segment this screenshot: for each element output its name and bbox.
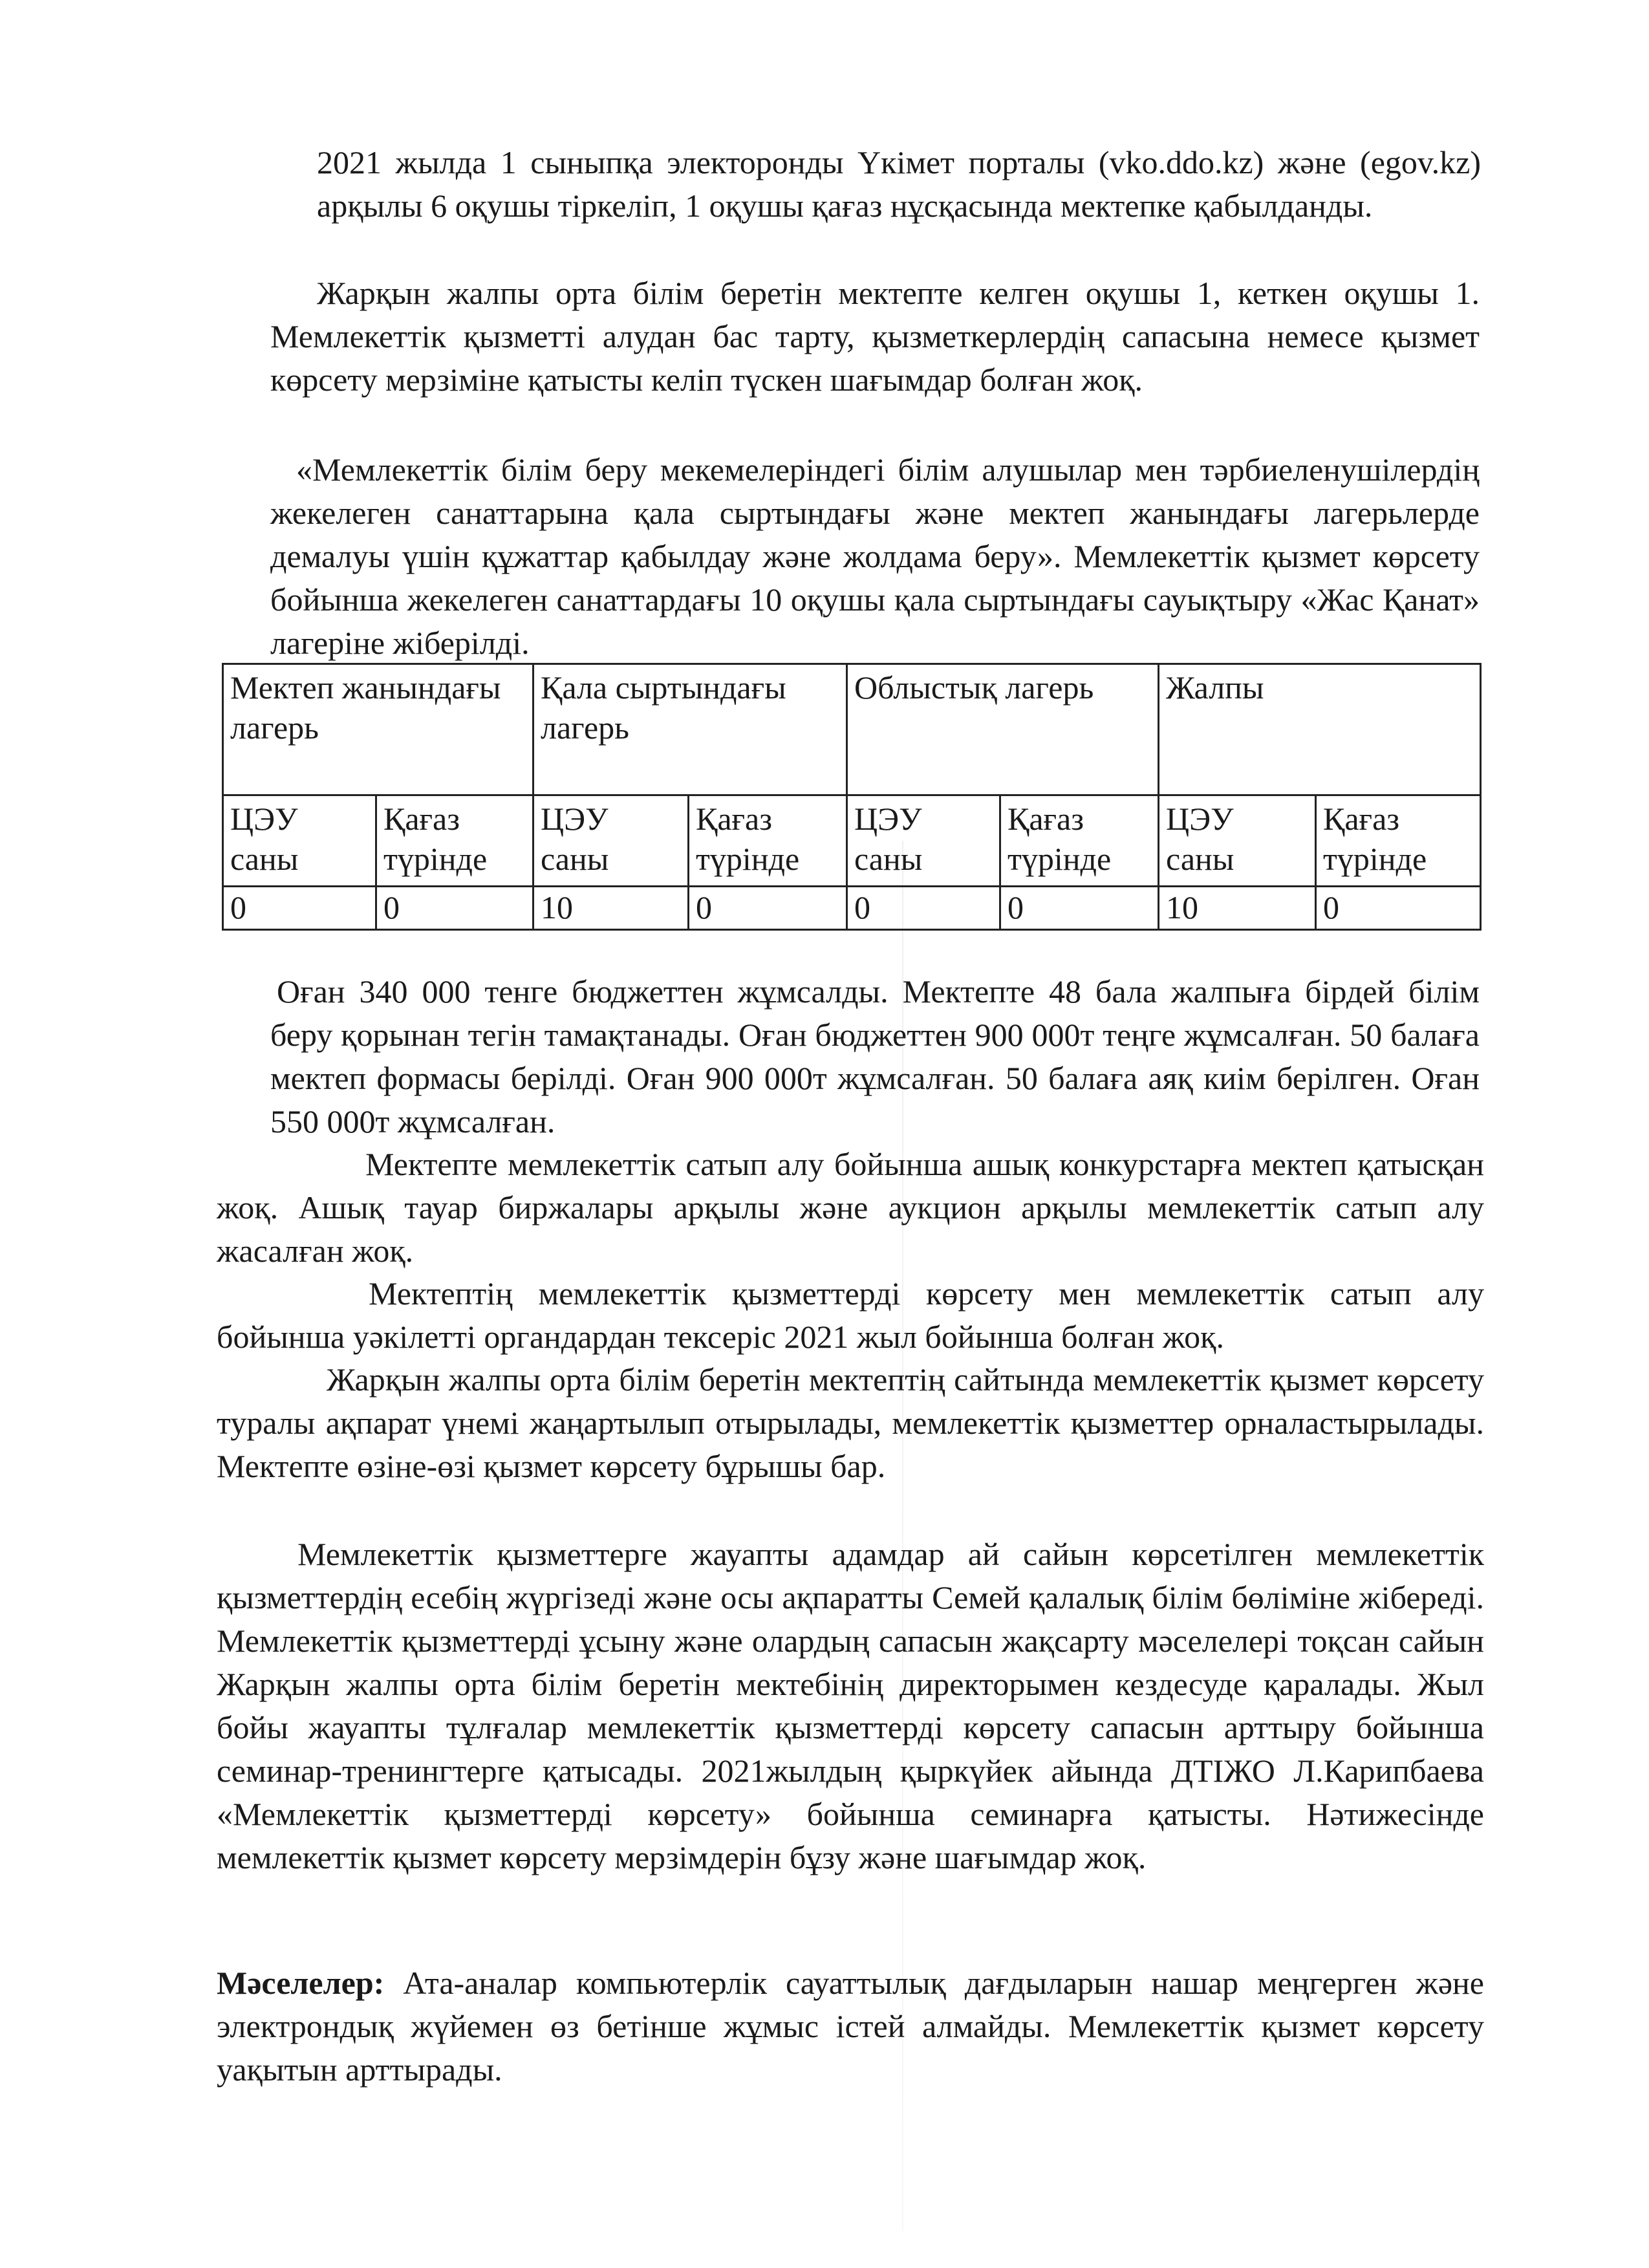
- table-cell: 0: [1316, 887, 1481, 930]
- table-subheader-cell: ЦЭУ саны: [847, 795, 1000, 887]
- camp-statistics-table: [222, 663, 1482, 931]
- problems-text: Ата-аналар компьютерлік сауаттылық дағдыларын нашар меңгерген және электрондық жүйемен өз бетінше жұмыс істей алмайды. Мемлекеттік қызмет көрсету уақытын арттырады.: [217, 1965, 1484, 2088]
- table-cell: 0: [847, 887, 1000, 930]
- table-header-row: [223, 664, 1481, 795]
- table-cell: 0: [376, 887, 534, 930]
- paragraph-students-movement: [270, 272, 1480, 402]
- paragraph-text: 2021 жылда 1 сыныпқа электоронды Үкімет порталы (vko.ddo.kz) және (egov.kz) арқылы 6 оқушы тіркеліп, 1 оқушы қағаз нұсқасында мектепке қабылданды.: [317, 144, 1481, 224]
- table-subheader-cell: ЦЭУ саны: [223, 795, 376, 887]
- table-subheader-cell: Қағаз түрінде: [689, 795, 847, 887]
- table-subheader-cell: Қағаз түрінде: [376, 795, 534, 887]
- table-row: [223, 887, 1481, 930]
- paragraph-text: Жарқын жалпы орта білім беретін мектепте келген оқушы 1, кеткен оқушы 1. Мемлекеттік қызметті алудан бас тарту, қызметкерлердің сапасына немесе қызмет көрсету мерзіміне қатысты келіп түскен шағымдар болған жоқ.: [270, 275, 1480, 398]
- table-subheader-cell: Қағаз түрінде: [1316, 795, 1481, 887]
- table-subheader-cell: ЦЭУ саны: [1159, 795, 1316, 887]
- table-cell: 0: [1000, 887, 1159, 930]
- table-group-header: Қала сыртындағы лагерь: [534, 664, 847, 795]
- paragraph-camp-service: [270, 448, 1480, 665]
- paragraph-procurement: [217, 1143, 1484, 1273]
- paragraph-text: Мектептің мемлекеттік қызметтерді көрсету мен мемлекеттік сатып алу бойынша уәкілетті органдардан тексеріс 2021 жыл бойынша болған жоқ.: [217, 1275, 1484, 1355]
- paragraph-text: Мемлекеттік қызметтерге жауапты адамдар ай сайын көрсетілген мемлекеттік қызметтердің есебің жүргізеді және осы ақпаратты Семей қалалық білім бөліміне жібереді. Мемлекеттік қызметтерді ұсыну және олардың сапасын жақсарту мәселелері тоқсан сайын Жарқын жалпы орта білім беретін мектебінің директорымен кездесуде қаралады. Жыл бойы жауапты тұлғалар мемлекеттік қызметтерді көрсету сапасын арттыру бойынша семинар-тренингтерге қатысады. 2021жылдың қыркүйек айында ДТІЖО Л.Карипбаева «Мемлекеттік қызметтерді көрсету» бойынша семинарға қатысты. Нәтижесінде мемлекеттік қызмет көрсету мерзімдерін бұзу және шағымдар жоқ.: [217, 1536, 1484, 1875]
- table-cell: 0: [223, 887, 376, 930]
- paragraph-problems: [217, 1961, 1484, 2091]
- paragraph-responsible-persons: [217, 1533, 1484, 1879]
- table-group-header: Облыстық лагерь: [847, 664, 1159, 795]
- table-group-header: Жалпы: [1159, 664, 1481, 795]
- table-group-header: Мектеп жанындағы лагерь: [223, 664, 534, 795]
- paragraph-budget: [270, 970, 1480, 1143]
- paragraph-text: Оған 340 000 тенге бюджеттен жұмсалды. Мектепте 48 бала жалпыға бірдей білім беру қорынан тегін тамақтанады. Оған бюджеттен 900 000т теңге жұмсалған. 50 балаға мектеп формасы берілді. Оған 900 000т жұмсалған. 50 балаға аяқ киім берілген. Оған 550 000т жұмсалған.: [270, 973, 1480, 1139]
- paragraph-website: [217, 1358, 1484, 1488]
- table-subheader-cell: ЦЭУ саны: [534, 795, 689, 887]
- table-cell: 10: [1159, 887, 1316, 930]
- table-cell: 10: [534, 887, 689, 930]
- problems-label: Мәселелер:: [217, 1965, 385, 2001]
- paragraph-text: [217, 1961, 1484, 2091]
- paragraph-text: Мектепте мемлекеттік сатып алу бойынша ашық конкурстарға мектеп қатысқан жоқ. Ашық тауар биржалары арқылы және аукцион арқылы мемлекеттік сатып алу жасалған жоқ.: [217, 1146, 1484, 1269]
- table-subheader-cell: Қағаз түрінде: [1000, 795, 1159, 887]
- table-subheader-row: [223, 795, 1481, 887]
- table-cell: 0: [689, 887, 847, 930]
- paragraph-enrollment: [317, 141, 1481, 228]
- paragraph-inspection: [217, 1272, 1484, 1359]
- paragraph-text: «Мемлекеттік білім беру мекемелеріндегі білім алушылар мен тәрбиеленушілердің жекелеген санаттарына қала сыртындағы және мектеп жанындағы лагерьлерде демалуы үшін құжаттар қабылдау және жолдама беру». Мемлекеттік қызмет көрсету бойынша жекелеген санаттардағы 10 оқушы қала сыртындағы сауықтыру «Жас Қанат» лагеріне жіберілді.: [270, 451, 1480, 661]
- paragraph-text: Жарқын жалпы орта білім беретін мектептің сайтында мемлекеттік қызмет көрсету туралы ақпарат үнемі жаңартылып отырылады, мемлекеттік қызметтер орналастырылады. Мектепте өзіне-өзі қызмет көрсету бұрышы бар.: [217, 1361, 1484, 1484]
